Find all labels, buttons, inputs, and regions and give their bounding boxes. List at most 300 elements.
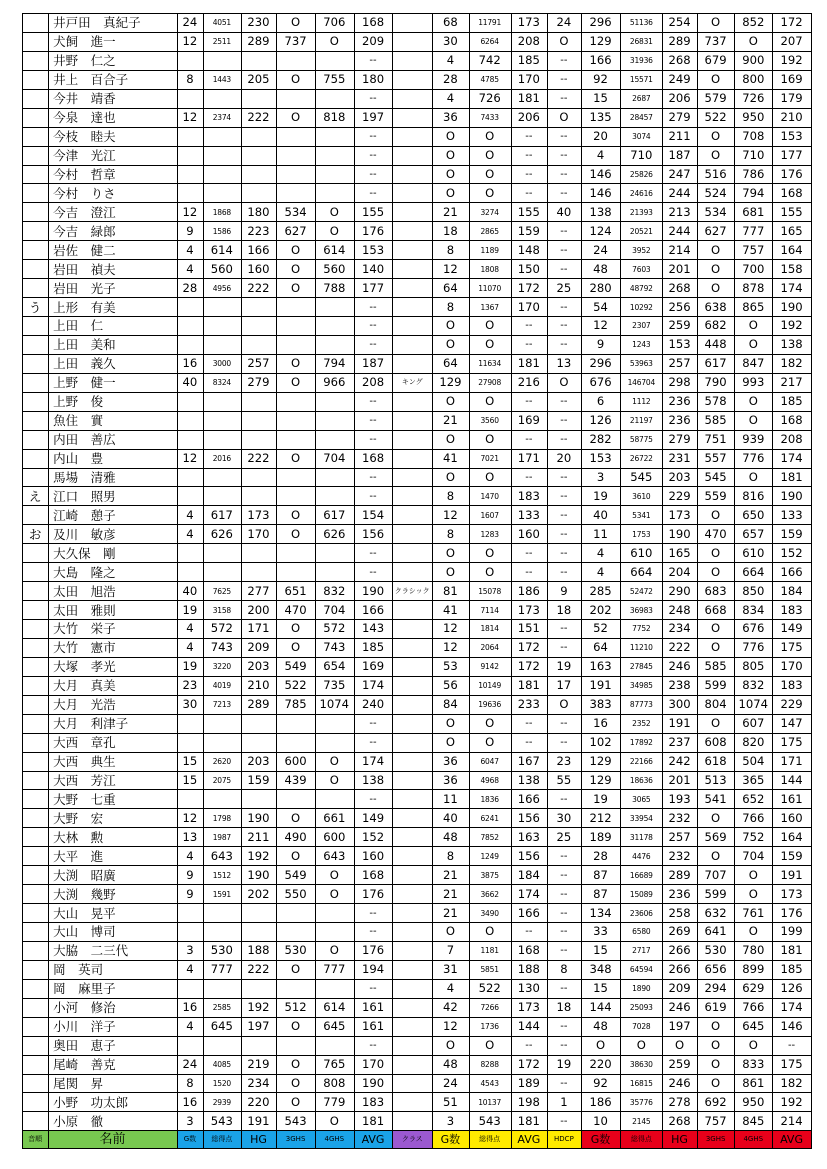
- score-cell: O: [315, 752, 354, 771]
- score-cell: [204, 165, 242, 184]
- score-cell: 146: [581, 184, 621, 203]
- score-cell: [277, 335, 316, 354]
- score-cell: O: [735, 32, 773, 51]
- score-cell: 208: [511, 32, 548, 51]
- score-cell: O: [735, 335, 773, 354]
- score-cell: 3560: [469, 411, 511, 430]
- class-cell: [393, 487, 433, 506]
- score-cell: 165: [663, 544, 698, 563]
- score-cell: 804: [697, 695, 735, 714]
- score-cell: [315, 544, 354, 563]
- score-cell: 23606: [621, 904, 663, 923]
- score-cell: 244: [663, 222, 698, 241]
- kana-index-cell: [23, 260, 49, 279]
- table-row: [23, 809, 812, 828]
- score-cell: [177, 335, 203, 354]
- score-cell: 4: [581, 544, 621, 563]
- score-cell: 40: [433, 809, 470, 828]
- score-cell: 148: [511, 241, 548, 260]
- table-row: [23, 1074, 812, 1093]
- score-cell: [315, 790, 354, 809]
- score-cell: 710: [735, 146, 773, 165]
- score-cell: 169: [511, 411, 548, 430]
- table-row: [23, 676, 812, 695]
- score-cell: 190: [241, 866, 277, 885]
- score-cell: 182: [773, 1074, 812, 1093]
- score-cell: 950: [735, 108, 773, 127]
- score-cell: O: [697, 620, 735, 639]
- kana-index-cell: [23, 1112, 49, 1131]
- score-cell: 4: [177, 525, 203, 544]
- player-name-cell: 井野 仁之: [49, 51, 178, 70]
- score-cell: --: [511, 335, 548, 354]
- player-name-cell: 大西 芳江: [49, 771, 178, 790]
- score-cell: 757: [735, 241, 773, 260]
- score-cell: [241, 923, 277, 942]
- class-cell: [393, 32, 433, 51]
- score-cell: [241, 165, 277, 184]
- score-cell: 254: [663, 14, 698, 33]
- score-cell: 33: [581, 923, 621, 942]
- class-cell: [393, 279, 433, 298]
- score-cell: 48: [581, 260, 621, 279]
- score-cell: 818: [315, 108, 354, 127]
- score-cell: 181: [511, 676, 548, 695]
- score-cell: 269: [663, 923, 698, 942]
- score-cell: 191: [241, 1112, 277, 1131]
- score-cell: O: [697, 809, 735, 828]
- score-cell: 743: [204, 638, 242, 657]
- table-row: [23, 354, 812, 373]
- table-row: [23, 373, 812, 392]
- score-cell: [204, 487, 242, 506]
- score-cell: 4: [433, 89, 470, 108]
- score-cell: 185: [773, 960, 812, 979]
- score-cell: 530: [277, 941, 316, 960]
- score-cell: 64: [433, 354, 470, 373]
- score-cell: --: [548, 866, 581, 885]
- score-cell: 25093: [621, 998, 663, 1017]
- score-cell: 166: [241, 241, 277, 260]
- score-cell: O: [663, 1036, 698, 1055]
- score-cell: 2620: [204, 752, 242, 771]
- score-cell: O: [735, 1036, 773, 1055]
- score-cell: O: [277, 638, 316, 657]
- score-cell: --: [548, 733, 581, 752]
- score-cell: [241, 89, 277, 108]
- score-cell: --: [354, 923, 393, 942]
- score-cell: 64594: [621, 960, 663, 979]
- score-cell: O: [735, 468, 773, 487]
- player-name-cell: 大渕 昭廣: [49, 866, 178, 885]
- score-cell: 10: [581, 1112, 621, 1131]
- player-name-cell: 魚住 實: [49, 411, 178, 430]
- score-cell: [315, 979, 354, 998]
- kana-index-cell: [23, 468, 49, 487]
- player-name-cell: 江崎 憩子: [49, 506, 178, 525]
- score-cell: 175: [773, 1055, 812, 1074]
- score-cell: 1367: [469, 298, 511, 317]
- score-cell: O: [735, 392, 773, 411]
- score-cell: 878: [735, 279, 773, 298]
- score-cell: 800: [735, 70, 773, 89]
- player-name-cell: 岡 麻里子: [49, 979, 178, 998]
- score-cell: --: [354, 468, 393, 487]
- score-cell: O: [315, 1112, 354, 1131]
- score-cell: 238: [663, 676, 698, 695]
- score-cell: O: [433, 468, 470, 487]
- score-cell: 21: [433, 904, 470, 923]
- score-cell: 203: [241, 657, 277, 676]
- score-cell: 102: [581, 733, 621, 752]
- score-cell: 2585: [204, 998, 242, 1017]
- score-cell: 765: [315, 1055, 354, 1074]
- score-cell: 1512: [204, 866, 242, 885]
- class-cell: [393, 241, 433, 260]
- class-cell: [393, 790, 433, 809]
- score-cell: --: [511, 563, 548, 582]
- score-cell: O: [697, 638, 735, 657]
- player-name-cell: 大西 典生: [49, 752, 178, 771]
- score-cell: --: [511, 544, 548, 563]
- score-cell: 861: [735, 1074, 773, 1093]
- score-cell: 13: [548, 354, 581, 373]
- score-cell: 645: [315, 1017, 354, 1036]
- score-cell: O: [433, 146, 470, 165]
- score-cell: 278: [663, 1093, 698, 1112]
- table-row: [23, 108, 812, 127]
- score-cell: 626: [315, 525, 354, 544]
- score-cell: O: [469, 165, 511, 184]
- table-row: [23, 146, 812, 165]
- score-cell: 522: [469, 979, 511, 998]
- score-cell: 257: [241, 354, 277, 373]
- player-name-cell: 大竹 憲市: [49, 638, 178, 657]
- score-cell: [204, 146, 242, 165]
- score-cell: 832: [735, 676, 773, 695]
- score-cell: 174: [773, 279, 812, 298]
- score-cell: 190: [354, 1074, 393, 1093]
- score-cell: 207: [773, 32, 812, 51]
- score-cell: 170: [511, 298, 548, 317]
- class-cell: [393, 411, 433, 430]
- kana-index-cell: [23, 317, 49, 336]
- score-cell: 627: [697, 222, 735, 241]
- table-row: [23, 241, 812, 260]
- score-cell: [204, 979, 242, 998]
- score-cell: 657: [735, 525, 773, 544]
- score-cell: 8: [433, 298, 470, 317]
- score-cell: 12: [433, 506, 470, 525]
- score-cell: --: [548, 1074, 581, 1093]
- score-cell: 11: [581, 525, 621, 544]
- score-cell: 209: [354, 32, 393, 51]
- score-cell: 153: [354, 241, 393, 260]
- score-cell: 203: [663, 468, 698, 487]
- score-cell: 181: [511, 89, 548, 108]
- score-cell: --: [548, 51, 581, 70]
- score-cell: 737: [277, 32, 316, 51]
- score-cell: --: [354, 1036, 393, 1055]
- score-cell: 12: [177, 203, 203, 222]
- score-cell: 30: [177, 695, 203, 714]
- score-cell: 549: [277, 866, 316, 885]
- score-cell: 704: [315, 601, 354, 620]
- score-cell: O: [469, 317, 511, 336]
- score-cell: 543: [469, 1112, 511, 1131]
- score-cell: O: [315, 941, 354, 960]
- kana-index-cell: [23, 1093, 49, 1112]
- score-cell: 229: [663, 487, 698, 506]
- score-cell: 173: [511, 14, 548, 33]
- score-cell: 217: [773, 373, 812, 392]
- table-row: [23, 468, 812, 487]
- score-cell: O: [469, 923, 511, 942]
- score-cell: 3158: [204, 601, 242, 620]
- score-cell: --: [548, 790, 581, 809]
- score-cell: --: [354, 392, 393, 411]
- score-cell: 28: [433, 70, 470, 89]
- score-cell: 296: [581, 354, 621, 373]
- score-cell: 55: [548, 771, 581, 790]
- score-cell: 129: [433, 373, 470, 392]
- score-cell: 161: [354, 998, 393, 1017]
- score-cell: 785: [277, 695, 316, 714]
- score-cell: 205: [241, 70, 277, 89]
- score-cell: 18: [548, 601, 581, 620]
- player-name-cell: 今吉 緑郎: [49, 222, 178, 241]
- score-cell: 176: [354, 222, 393, 241]
- score-cell: O: [548, 32, 581, 51]
- table-row: [23, 51, 812, 70]
- table-row: [23, 582, 812, 601]
- score-cell: 146: [773, 1017, 812, 1036]
- class-cell: [393, 335, 433, 354]
- score-cell: 832: [315, 582, 354, 601]
- score-cell: 682: [697, 317, 735, 336]
- score-cell: 6580: [621, 923, 663, 942]
- score-cell: 530: [697, 941, 735, 960]
- score-cell: --: [354, 487, 393, 506]
- kana-index-cell: [23, 1074, 49, 1093]
- score-cell: --: [548, 392, 581, 411]
- class-cell: [393, 885, 433, 904]
- score-cell: 266: [663, 941, 698, 960]
- score-cell: [204, 51, 242, 70]
- kana-index-cell: [23, 847, 49, 866]
- score-cell: 1181: [469, 941, 511, 960]
- score-cell: O: [433, 335, 470, 354]
- score-cell: 48: [433, 828, 470, 847]
- player-name-cell: 岩田 光子: [49, 279, 178, 298]
- table-row: [23, 923, 812, 942]
- score-cell: 7266: [469, 998, 511, 1017]
- score-cell: 173: [241, 506, 277, 525]
- score-cell: 4: [177, 960, 203, 979]
- score-cell: 151: [511, 620, 548, 639]
- score-cell: [315, 923, 354, 942]
- column-header: G数: [433, 1131, 470, 1149]
- table-row: [23, 14, 812, 33]
- score-cell: 222: [663, 638, 698, 657]
- player-name-cell: 井戸田 真紀子: [49, 14, 178, 33]
- score-cell: 129: [581, 771, 621, 790]
- score-cell: 130: [511, 979, 548, 998]
- score-cell: 610: [735, 544, 773, 563]
- score-cell: 21393: [621, 203, 663, 222]
- score-cell: 2939: [204, 1093, 242, 1112]
- score-cell: [315, 392, 354, 411]
- score-cell: --: [354, 979, 393, 998]
- score-cell: 654: [315, 657, 354, 676]
- score-cell: 129: [581, 752, 621, 771]
- class-cell: [393, 1093, 433, 1112]
- score-cell: [204, 468, 242, 487]
- table-row: [23, 260, 812, 279]
- score-cell: 1753: [621, 525, 663, 544]
- score-cell: 81: [433, 582, 470, 601]
- class-cell: [393, 525, 433, 544]
- score-cell: 16: [581, 714, 621, 733]
- score-cell: 193: [663, 790, 698, 809]
- score-cell: 1868: [204, 203, 242, 222]
- score-cell: 174: [773, 998, 812, 1017]
- kana-index-cell: [23, 392, 49, 411]
- score-cell: O: [277, 525, 316, 544]
- score-cell: [177, 430, 203, 449]
- player-name-cell: 大平 進: [49, 847, 178, 866]
- score-cell: 10149: [469, 676, 511, 695]
- table-row: [23, 771, 812, 790]
- score-cell: [315, 904, 354, 923]
- class-cell: [393, 676, 433, 695]
- score-cell: [241, 298, 277, 317]
- score-cell: 15571: [621, 70, 663, 89]
- score-cell: [204, 184, 242, 203]
- score-cell: 534: [277, 203, 316, 222]
- score-cell: 194: [354, 960, 393, 979]
- score-cell: 7852: [469, 828, 511, 847]
- column-header: 3GHS: [697, 1131, 735, 1149]
- score-cell: 19: [581, 487, 621, 506]
- score-cell: 156: [511, 809, 548, 828]
- score-cell: 24: [177, 1055, 203, 1074]
- score-cell: [315, 127, 354, 146]
- score-cell: 155: [773, 203, 812, 222]
- score-cell: 190: [773, 487, 812, 506]
- kana-index-cell: [23, 373, 49, 392]
- score-cell: 198: [511, 1093, 548, 1112]
- kana-index-cell: [23, 923, 49, 942]
- score-cell: 4: [177, 1017, 203, 1036]
- score-cell: 40: [177, 373, 203, 392]
- score-cell: 294: [697, 979, 735, 998]
- kana-index-cell: [23, 544, 49, 563]
- kana-index-cell: [23, 335, 49, 354]
- score-cell: 11634: [469, 354, 511, 373]
- score-cell: O: [315, 32, 354, 51]
- score-cell: 1189: [469, 241, 511, 260]
- score-cell: [241, 714, 277, 733]
- class-cell: [393, 14, 433, 33]
- score-cell: O: [277, 1055, 316, 1074]
- score-cell: --: [548, 241, 581, 260]
- class-cell: [393, 847, 433, 866]
- score-cell: 3074: [621, 127, 663, 146]
- score-cell: 448: [697, 335, 735, 354]
- score-cell: 192: [773, 1093, 812, 1112]
- player-name-cell: 大島 隆之: [49, 563, 178, 582]
- score-cell: 579: [697, 89, 735, 108]
- score-cell: O: [277, 1017, 316, 1036]
- score-cell: 470: [277, 601, 316, 620]
- score-cell: 285: [581, 582, 621, 601]
- class-cell: [393, 809, 433, 828]
- score-cell: 692: [697, 1093, 735, 1112]
- score-cell: 144: [773, 771, 812, 790]
- score-cell: 168: [354, 14, 393, 33]
- score-cell: 173: [511, 601, 548, 620]
- score-cell: 222: [241, 960, 277, 979]
- score-cell: O: [697, 279, 735, 298]
- score-cell: O: [697, 563, 735, 582]
- score-cell: [277, 790, 316, 809]
- score-cell: 153: [773, 127, 812, 146]
- score-cell: --: [548, 525, 581, 544]
- score-cell: 170: [354, 1055, 393, 1074]
- score-cell: 1814: [469, 620, 511, 639]
- score-cell: O: [697, 14, 735, 33]
- score-cell: 8324: [204, 373, 242, 392]
- score-cell: O: [277, 241, 316, 260]
- table-row: [23, 1112, 812, 1131]
- score-cell: 199: [773, 923, 812, 942]
- player-name-cell: 今吉 澄江: [49, 203, 178, 222]
- score-cell: 41: [433, 601, 470, 620]
- score-cell: 19: [177, 657, 203, 676]
- score-cell: 4: [177, 241, 203, 260]
- kana-index-cell: [23, 714, 49, 733]
- table-row: [23, 941, 812, 960]
- table-row: [23, 790, 812, 809]
- score-cell: 153: [663, 335, 698, 354]
- score-cell: --: [548, 563, 581, 582]
- score-cell: 289: [663, 866, 698, 885]
- score-cell: [277, 392, 316, 411]
- score-cell: [177, 714, 203, 733]
- score-cell: 4: [581, 563, 621, 582]
- column-header: 総得点: [469, 1131, 511, 1149]
- table-row: [23, 203, 812, 222]
- score-cell: 209: [241, 638, 277, 657]
- player-name-cell: 小原 徹: [49, 1112, 178, 1131]
- score-cell: 755: [315, 70, 354, 89]
- score-cell: 159: [241, 771, 277, 790]
- score-cell: 4956: [204, 279, 242, 298]
- score-cell: 3: [433, 1112, 470, 1131]
- score-cell: 268: [663, 1112, 698, 1131]
- score-cell: O: [433, 127, 470, 146]
- score-cell: 8: [433, 241, 470, 260]
- score-cell: 852: [735, 14, 773, 33]
- score-cell: 626: [204, 525, 242, 544]
- score-cell: 4785: [469, 70, 511, 89]
- score-cell: 138: [773, 335, 812, 354]
- score-cell: 170: [773, 657, 812, 676]
- score-cell: 189: [511, 1074, 548, 1093]
- table-row: [23, 998, 812, 1017]
- score-cell: 234: [663, 620, 698, 639]
